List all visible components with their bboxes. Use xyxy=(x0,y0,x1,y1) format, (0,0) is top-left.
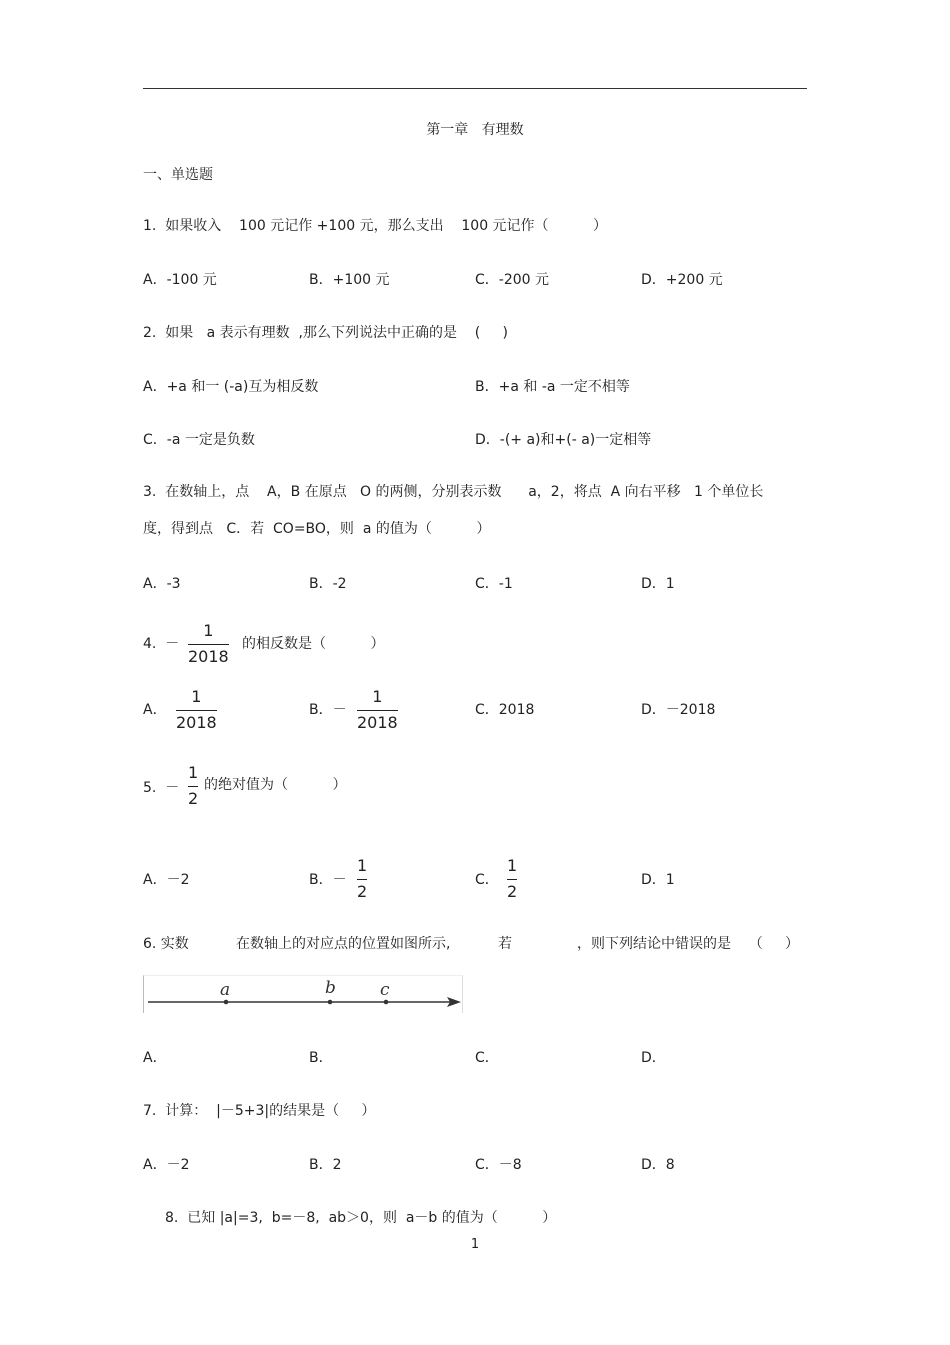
page-number: 1 xyxy=(470,1237,480,1252)
q4-option-a-label: A． xyxy=(143,702,167,718)
q4-fraction-denominator: 2018 xyxy=(188,647,229,666)
q5-option-b-fraction xyxy=(357,856,367,902)
q4-option-b-label: B．－ xyxy=(309,702,347,718)
q6-option-c: C． xyxy=(475,1050,499,1066)
q5-fraction-numerator: 1 xyxy=(188,763,199,782)
q5-option-c-numerator: 1 xyxy=(507,856,518,875)
q5-fraction xyxy=(188,763,198,809)
q5-option-b-denominator: 2 xyxy=(357,882,368,901)
point-a-dot xyxy=(224,1000,229,1005)
q7-option-c: C．－8 xyxy=(475,1157,522,1173)
q1-option-c: C．-200 元 xyxy=(475,272,549,288)
q5-option-c-denominator: 2 xyxy=(507,882,518,901)
q4-option-c: C．2018 xyxy=(475,702,535,718)
q7-option-d: D．8 xyxy=(641,1157,675,1173)
q5-option-c-fraction xyxy=(507,856,517,902)
q4-option-b-bar xyxy=(357,710,398,711)
q5-option-d: D．1 xyxy=(641,872,675,888)
q7-stem: 7. 计算： |－5+3|的结果是（ ） xyxy=(143,1103,376,1119)
q6-stem-part2: 在数轴上的对应点的位置如图所示, xyxy=(236,936,451,952)
q3-stem-line1: 3. 在数轴上，点 A，B 在原点 O 的两侧，分别表示数 a，2，将点 A 向右平移 1 个单位长 xyxy=(143,484,764,500)
point-a-label: a xyxy=(220,980,231,1000)
q4-fraction-numerator: 1 xyxy=(203,621,214,640)
q5-fraction-denominator: 2 xyxy=(188,789,199,808)
q4-prefix: 4. － xyxy=(143,636,180,652)
q4-option-b-fraction xyxy=(357,687,398,733)
q2-option-b: B．+a 和 -a 一定不相等 xyxy=(475,379,630,395)
q6-option-b: B． xyxy=(309,1050,333,1066)
q4-fraction-bar xyxy=(188,644,229,645)
q4-option-b-numerator: 1 xyxy=(372,687,383,706)
header-rule xyxy=(143,88,807,89)
q4-option-d: D．－2018 xyxy=(641,702,716,718)
q2-stem: 2. 如果 a 表示有理数 ,那么下列说法中正确的是 ( ) xyxy=(143,325,508,341)
q3-option-c: C．-1 xyxy=(475,576,513,592)
q6-stem-part4: ，则下列结论中错误的是 （ ） xyxy=(577,936,800,952)
q5-option-c-bar xyxy=(507,879,517,880)
q8-stem: 8. 已知 |a|=3, b=－8, ab＞0，则 a－b 的值为（ ） xyxy=(165,1210,557,1226)
q4-fraction xyxy=(188,621,229,667)
q3-option-b: B．-2 xyxy=(309,576,347,592)
q5-suffix: 的绝对值为（ ） xyxy=(204,777,347,793)
q2-option-c: C．-a 一定是负数 xyxy=(143,432,255,448)
q5-fraction-bar xyxy=(188,786,198,787)
q5-option-b-bar xyxy=(357,879,367,880)
number-line-svg xyxy=(144,976,462,1013)
q4-suffix: 的相反数是（ ） xyxy=(242,636,385,652)
q6-stem-part3: 若 xyxy=(498,936,512,952)
point-b-label: b xyxy=(325,978,336,998)
chapter-title: 第一章 有理数 xyxy=(426,122,524,138)
q1-stem: 1. 如果收入 100 元记作 +100 元，那么支出 100 元记作（ ） xyxy=(143,218,608,234)
q7-option-b: B．2 xyxy=(309,1157,342,1173)
q4-option-a-denominator: 2018 xyxy=(176,713,217,732)
point-c-dot xyxy=(384,1000,389,1005)
q5-prefix: 5. － xyxy=(143,780,180,796)
q4-option-a-numerator: 1 xyxy=(191,687,202,706)
q4-option-b-denominator: 2018 xyxy=(357,713,398,732)
q5-option-c-label: C． xyxy=(475,872,499,888)
section-heading: 一、单选题 xyxy=(143,167,213,183)
point-b-dot xyxy=(328,1000,333,1005)
q3-option-d: D．1 xyxy=(641,576,675,592)
q1-option-a: A．-100 元 xyxy=(143,272,217,288)
q5-option-a: A．－2 xyxy=(143,872,190,888)
q6-stem-part1: 6. 实数 xyxy=(143,936,189,952)
number-line-figure xyxy=(143,975,463,1013)
q6-option-a: A． xyxy=(143,1050,167,1066)
q7-option-a: A．－2 xyxy=(143,1157,190,1173)
q2-option-a: A．+a 和一 (-a)互为相反数 xyxy=(143,379,319,395)
q4-option-a-fraction xyxy=(176,687,217,733)
q3-option-a: A．-3 xyxy=(143,576,181,592)
q5-option-b-label: B．－ xyxy=(309,872,347,888)
q4-option-a-bar xyxy=(176,710,217,711)
q1-option-b: B．+100 元 xyxy=(309,272,390,288)
q3-stem-line2: 度，得到点 C．若 CO=BO，则 a 的值为（ ） xyxy=(143,521,491,537)
point-c-label: c xyxy=(380,980,390,1000)
q6-option-d: D． xyxy=(641,1050,666,1066)
q5-option-b-numerator: 1 xyxy=(357,856,368,875)
q1-option-d: D．+200 元 xyxy=(641,272,723,288)
q2-option-d: D．-(+ a)和+(- a)一定相等 xyxy=(475,432,652,448)
